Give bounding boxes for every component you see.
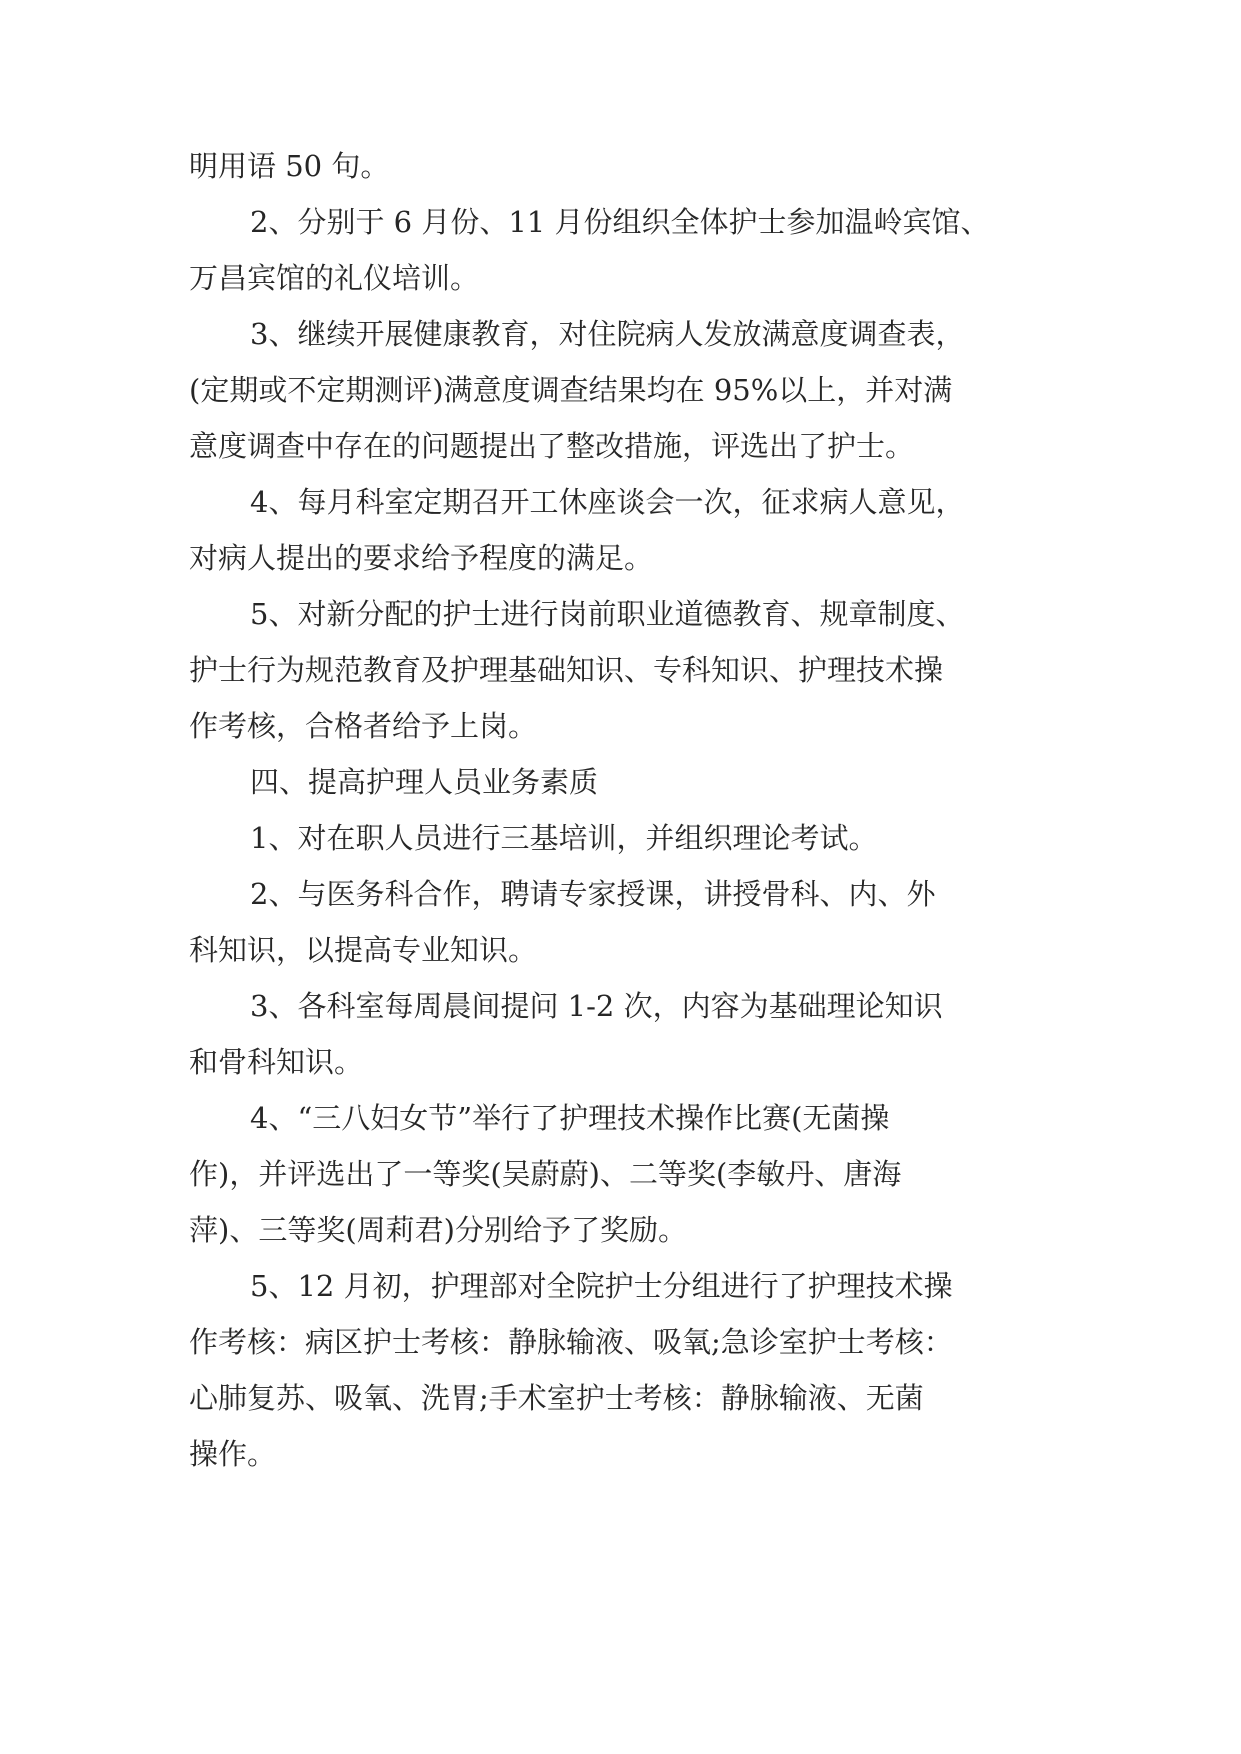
text-line: 作考核，合格者给予上岗。 [189,709,538,743]
text-line: 护士行为规范教育及护理基础知识、专科知识、护理技术操 [189,653,944,687]
text-line: 明用语 50 句。 [189,149,390,183]
text-line: 3、各科室每周晨间提问 1-2 次，内容为基础理论知识 [250,989,943,1023]
text-line: 作)，并评选出了一等奖(吴蔚蔚)、二等奖(李敏丹、唐海 [189,1157,902,1191]
text-line: 和骨科知识。 [189,1045,364,1079]
text-line: 3、继续开展健康教育，对住院病人发放满意度调查表， [250,317,965,351]
text-line: (定期或不定期测评)满意度调查结果均在 95%以上，并对满 [189,373,953,407]
text-line: 心肺复苏、吸氧、洗胃;手术室护士考核：静脉输液、无菌 [189,1381,924,1415]
text-line: 2、与医务科合作，聘请专家授课，讲授骨科、内、外 [250,877,936,911]
text-line: 5、对新分配的护士进行岗前职业道德教育、规章制度、 [250,597,965,631]
text-line: 2、分别于 6 月份、11 月份组织全体护士参加温岭宾馆、 [250,205,990,239]
text-line: 万昌宾馆的礼仪培训。 [189,261,480,295]
text-line: 意度调查中存在的问题提出了整改措施，评选出了护士。 [189,429,915,463]
text-line: 科知识，以提高专业知识。 [189,933,538,967]
section-heading: 四、提高护理人员业务素质 [250,765,599,799]
text-line: 4、“三八妇女节”举行了护理技术操作比赛(无菌操 [250,1101,890,1135]
text-line: 4、每月科室定期召开工休座谈会一次，征求病人意见， [250,485,965,519]
text-line: 操作。 [189,1437,277,1471]
text-line: 1、对在职人员进行三基培训，并组织理论考试。 [250,821,878,855]
text-line: 5、12 月初，护理部对全院护士分组进行了护理技术操 [250,1269,953,1303]
text-line: 萍)、三等奖(周莉君)分别给予了奖励。 [189,1213,687,1247]
text-line: 对病人提出的要求给予程度的满足。 [189,541,654,575]
text-line: 作考核：病区护士考核：静脉输液、吸氧;急诊室护士考核： [189,1325,953,1359]
